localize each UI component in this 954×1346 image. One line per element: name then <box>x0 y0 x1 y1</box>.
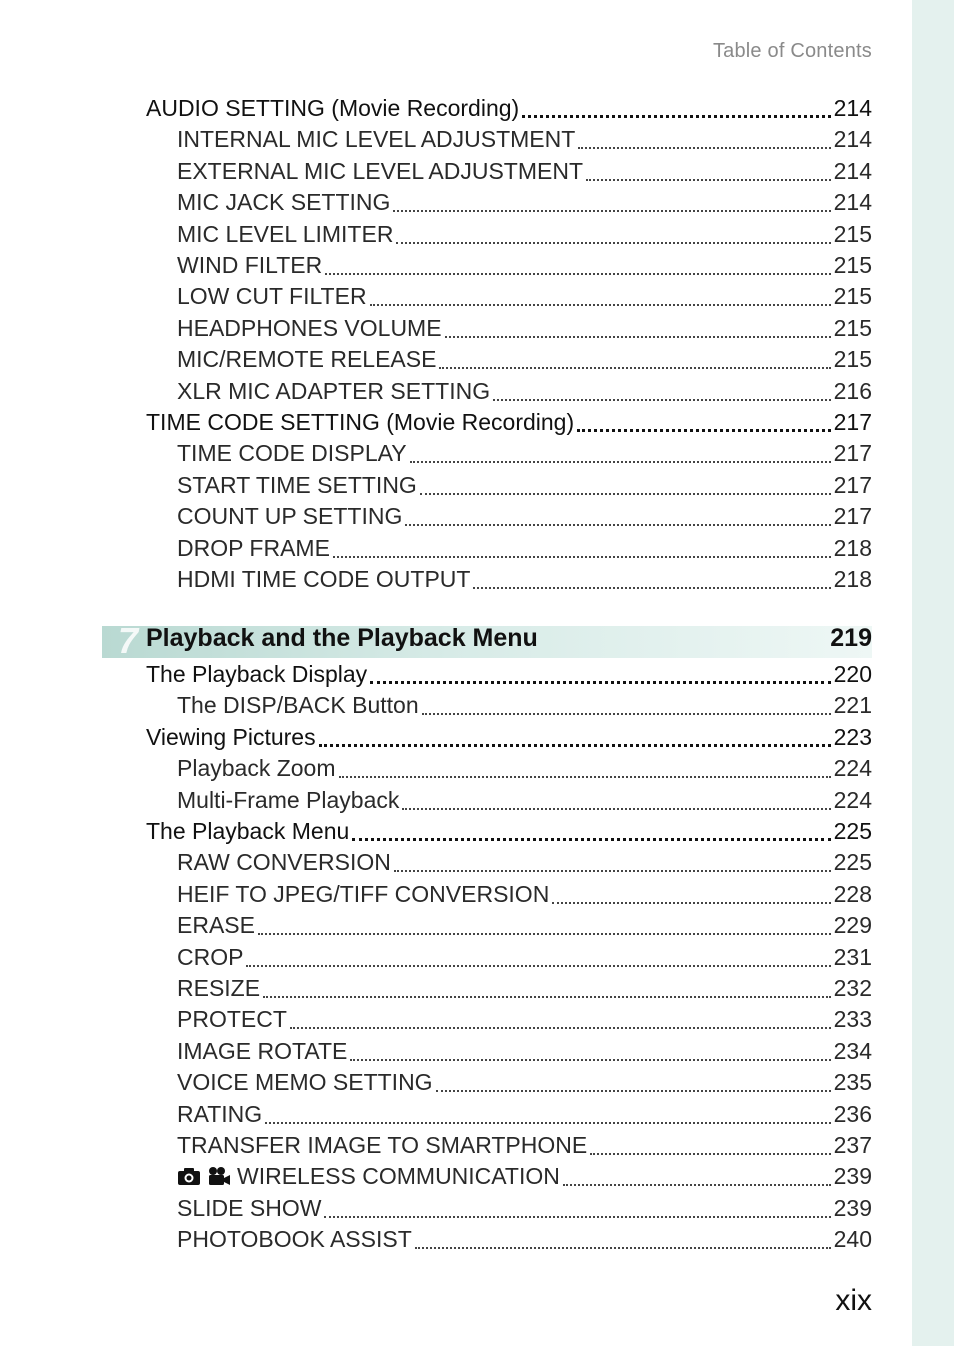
toc-entry-label <box>177 221 393 248</box>
toc-entry-page: 217 <box>833 440 872 467</box>
toc-entry-sub[interactable] <box>0 1195 872 1225</box>
toc-entry-label <box>177 881 549 908</box>
toc-entry-page: 215 <box>833 252 872 278</box>
toc-entry-page: 240 <box>833 1226 872 1253</box>
dot-leader <box>265 1122 830 1124</box>
toc-entry-page: 221 <box>833 692 872 719</box>
dot-leader <box>325 273 830 275</box>
toc-entry-main[interactable] <box>0 409 872 439</box>
movie-camera-icon <box>207 1165 231 1192</box>
toc-entry-text: RESIZE <box>177 975 261 1001</box>
toc-entry-sub[interactable] <box>0 189 872 219</box>
toc-entry-text: EXTERNAL MIC LEVEL ADJUSTMENT <box>177 157 583 184</box>
toc-entry-text: PHOTOBOOK ASSIST <box>177 1226 412 1253</box>
dot-leader <box>473 587 830 589</box>
toc-entry-text: CROP <box>177 943 244 970</box>
chapter-title[interactable]: Playback and the Playback Menu <box>146 624 538 652</box>
toc-entry-sub[interactable] <box>0 535 872 565</box>
toc-entry-text: HEIF TO JPEG/TIFF CONVERSION <box>177 880 550 907</box>
toc-entry-label <box>177 944 243 971</box>
toc-entry-sub[interactable] <box>0 440 872 470</box>
dot-leader <box>393 210 830 212</box>
toc-entry-page: 236 <box>833 1100 872 1127</box>
toc-entry-label <box>177 1163 560 1192</box>
dot-leader <box>263 996 831 998</box>
toc-entry-text: WIRELESS COMMUNICATION <box>237 1163 560 1190</box>
toc-entry-label <box>177 1006 287 1033</box>
toc-entry-text: The Playback Display <box>146 661 368 687</box>
toc-entry-text: Playback Zoom <box>177 755 336 782</box>
toc-entry-label <box>177 535 330 562</box>
toc-entry-sub[interactable] <box>0 315 872 345</box>
toc-entry-label <box>146 818 349 845</box>
toc-entry-page: 214 <box>833 157 872 184</box>
toc-entry-text: DROP FRAME <box>177 534 330 561</box>
toc-entry-label <box>177 283 367 310</box>
toc-entry-label <box>146 661 367 688</box>
dot-leader <box>350 1059 830 1061</box>
toc-entry-page: 237 <box>833 1132 872 1158</box>
toc-entry-text: MIC LEVEL LIMITER <box>177 220 394 247</box>
toc-entry-label <box>177 189 390 216</box>
toc-entry-sub[interactable] <box>0 755 872 785</box>
toc-entry-text: RAW CONVERSION <box>177 849 391 876</box>
toc-entry-text: COUNT UP SETTING <box>177 503 403 530</box>
dot-leader <box>563 1184 831 1186</box>
dot-leader <box>493 399 831 401</box>
toc-entry-text: MIC JACK SETTING <box>177 189 391 216</box>
camera-icon <box>177 1165 201 1192</box>
toc-entry-sub[interactable] <box>0 1226 872 1256</box>
toc-entry-page: 215 <box>833 283 872 310</box>
toc-entry-label <box>177 1132 587 1159</box>
toc-entry-text: RATING <box>177 1100 263 1127</box>
toc-entry-page: 218 <box>833 566 872 592</box>
toc-entry-sub[interactable] <box>0 692 872 722</box>
toc-entry-label <box>177 346 436 373</box>
toc-entry-main[interactable] <box>0 818 872 848</box>
toc-entry-label <box>146 409 574 436</box>
toc-entry-page: 218 <box>833 534 872 561</box>
toc-entry-page: 239 <box>833 1163 872 1190</box>
toc-entry-sub[interactable] <box>0 1006 872 1036</box>
toc-entry-text: PROTECT <box>177 1006 287 1033</box>
toc-entry-label <box>177 975 260 1002</box>
toc-entry-sub[interactable] <box>0 787 872 817</box>
toc-entry-text: TRANSFER IMAGE TO SMARTPHONE <box>177 1132 588 1158</box>
toc-entry-page: 220 <box>833 661 872 687</box>
toc-entry-sub[interactable] <box>0 566 872 596</box>
toc-entry-page: 214 <box>833 126 872 153</box>
toc-entry-text: TIME CODE DISPLAY <box>177 440 407 467</box>
toc-entry-sub[interactable] <box>0 1101 872 1131</box>
toc-entry-text: MIC/REMOTE RELEASE <box>177 346 437 373</box>
toc-entry-sub[interactable] <box>0 346 872 376</box>
toc-entry-label <box>177 692 419 719</box>
toc-entry-sub[interactable] <box>0 975 872 1005</box>
toc-entry-text: XLR MIC ADAPTER SETTING <box>177 377 491 404</box>
toc-entry-page: 225 <box>833 818 872 844</box>
toc-entry-label <box>177 158 583 185</box>
page-folio: xix <box>835 1284 872 1317</box>
toc-entry-label <box>177 503 402 530</box>
dot-leader <box>324 1216 830 1218</box>
toc-entry-page: 224 <box>833 755 872 782</box>
toc-entry-sub[interactable] <box>0 126 872 156</box>
toc-entry-page: 217 <box>833 503 872 530</box>
toc-entry-page: 216 <box>833 377 872 404</box>
dot-leader <box>590 1153 830 1155</box>
toc-entry-text: IMAGE ROTATE <box>177 1037 348 1064</box>
toc-entry-label <box>177 1226 412 1253</box>
toc-entry-text: HEADPHONES VOLUME <box>177 314 442 341</box>
toc-entry-sub[interactable] <box>0 378 872 408</box>
toc-entry-page: 225 <box>833 849 872 876</box>
toc-entry-label <box>177 566 470 593</box>
toc-entry-sub[interactable] <box>0 472 872 502</box>
dot-leader <box>415 1247 831 1249</box>
toc-entry-label <box>177 849 391 876</box>
dot-leader <box>394 870 831 872</box>
toc-entry-sub[interactable] <box>0 912 872 942</box>
toc-entry-page: 217 <box>833 471 872 498</box>
dot-leader <box>370 304 831 306</box>
dot-leader <box>586 179 831 181</box>
toc-entry-label <box>177 1069 433 1096</box>
toc-entry-label <box>177 755 336 782</box>
toc-entry-text: LOW CUT FILTER <box>177 283 367 310</box>
toc-entry-text: Viewing Pictures <box>146 723 316 750</box>
dot-leader <box>439 367 830 369</box>
toc-entry-label <box>177 126 575 153</box>
dot-leader <box>333 556 831 558</box>
toc-entry-label <box>177 787 399 814</box>
toc-entry-label <box>177 1038 347 1065</box>
dot-leader <box>246 965 830 967</box>
toc-entry-label <box>177 912 255 939</box>
dot-leader <box>578 147 830 149</box>
toc-entry-text: TIME CODE SETTING (Movie Recording) <box>146 409 575 435</box>
toc-entry-text: START TIME SETTING <box>177 471 417 498</box>
toc-entry-label <box>146 95 519 122</box>
dot-leader <box>370 681 830 684</box>
toc-entry-page: 239 <box>833 1194 872 1221</box>
toc-entry-sub[interactable] <box>0 221 872 251</box>
toc-entry-main[interactable] <box>0 724 872 754</box>
toc-entry-sub[interactable] <box>0 283 872 313</box>
dot-leader <box>258 933 831 935</box>
toc-entry-text: HDMI TIME CODE OUTPUT <box>177 566 471 592</box>
toc-entry-text: VOICE MEMO SETTING <box>177 1069 433 1096</box>
toc-entry-label <box>177 315 442 342</box>
dot-leader <box>422 713 831 715</box>
toc-entry-sub[interactable] <box>0 1163 872 1193</box>
toc-entry-label <box>177 440 407 467</box>
toc-entry-page: 214 <box>833 189 872 216</box>
toc-entry-sub[interactable] <box>0 503 872 533</box>
toc-entry-page: 215 <box>833 220 872 247</box>
dot-leader <box>405 524 830 526</box>
toc-entry-label <box>146 724 316 751</box>
toc-entry-page: 217 <box>833 409 872 435</box>
toc-entry-page: 224 <box>833 786 872 813</box>
toc-entry-label <box>177 1195 321 1222</box>
toc-entry-text: ERASE <box>177 912 255 939</box>
toc-entry-page: 228 <box>833 880 872 907</box>
chapter-number: 7 <box>118 620 139 661</box>
toc-entry-sub[interactable] <box>0 1069 872 1099</box>
toc-entry-sub[interactable] <box>0 158 872 188</box>
toc-entry-page: 214 <box>833 95 872 121</box>
toc-entry-page: 231 <box>833 943 872 970</box>
toc-entry-text: WIND FILTER <box>177 252 323 278</box>
toc-entry-sub[interactable] <box>0 1038 872 1068</box>
toc-entry-page: 235 <box>833 1069 872 1096</box>
chapter-page-number: 219 <box>830 624 872 652</box>
toc-entry-page: 229 <box>833 912 872 939</box>
dot-leader <box>420 493 831 495</box>
toc-entry-label <box>177 1101 262 1128</box>
dot-leader <box>410 461 831 463</box>
toc-entry-text: The DISP/BACK Button <box>177 692 419 719</box>
toc-entry-main[interactable] <box>0 661 872 691</box>
toc-entry-text: SLIDE SHOW <box>177 1194 322 1221</box>
dot-leader <box>577 429 830 432</box>
dot-leader <box>396 242 830 244</box>
dot-leader <box>552 902 830 904</box>
dot-leader <box>319 744 831 747</box>
toc-entry-page: 233 <box>833 1006 872 1033</box>
toc-entry-page: 223 <box>833 723 872 750</box>
toc-entry-text: The Playback Menu <box>146 818 350 844</box>
dot-leader <box>339 776 831 778</box>
toc-entry-sub[interactable] <box>0 252 872 282</box>
running-head: Table of Contents <box>712 40 872 62</box>
dot-leader <box>290 1027 831 1029</box>
toc-entry-sub[interactable] <box>0 849 872 879</box>
side-margin-band <box>912 0 954 1346</box>
dot-leader <box>436 1090 831 1092</box>
toc-entry-label <box>177 472 417 499</box>
dot-leader <box>445 336 831 338</box>
toc-entry-sub[interactable] <box>0 944 872 974</box>
toc-entry-page: 215 <box>833 314 872 341</box>
toc-entry-text: INTERNAL MIC LEVEL ADJUSTMENT <box>177 126 576 153</box>
toc-entry-page: 215 <box>833 346 872 373</box>
toc-entry-text: AUDIO SETTING (Movie Recording) <box>146 95 520 121</box>
toc-entry-page: 232 <box>833 975 872 1001</box>
toc-entry-page: 234 <box>833 1037 872 1064</box>
dot-leader <box>352 838 830 841</box>
toc-entry-label <box>177 378 490 405</box>
toc-entry-label <box>177 252 322 279</box>
toc-entry-sub[interactable] <box>0 881 872 911</box>
toc-entry-text: Multi-Frame Playback <box>177 786 400 813</box>
toc-entry-main[interactable] <box>0 95 872 125</box>
dot-leader <box>522 115 830 118</box>
toc-entry-sub[interactable] <box>0 1132 872 1162</box>
dot-leader <box>402 808 830 810</box>
